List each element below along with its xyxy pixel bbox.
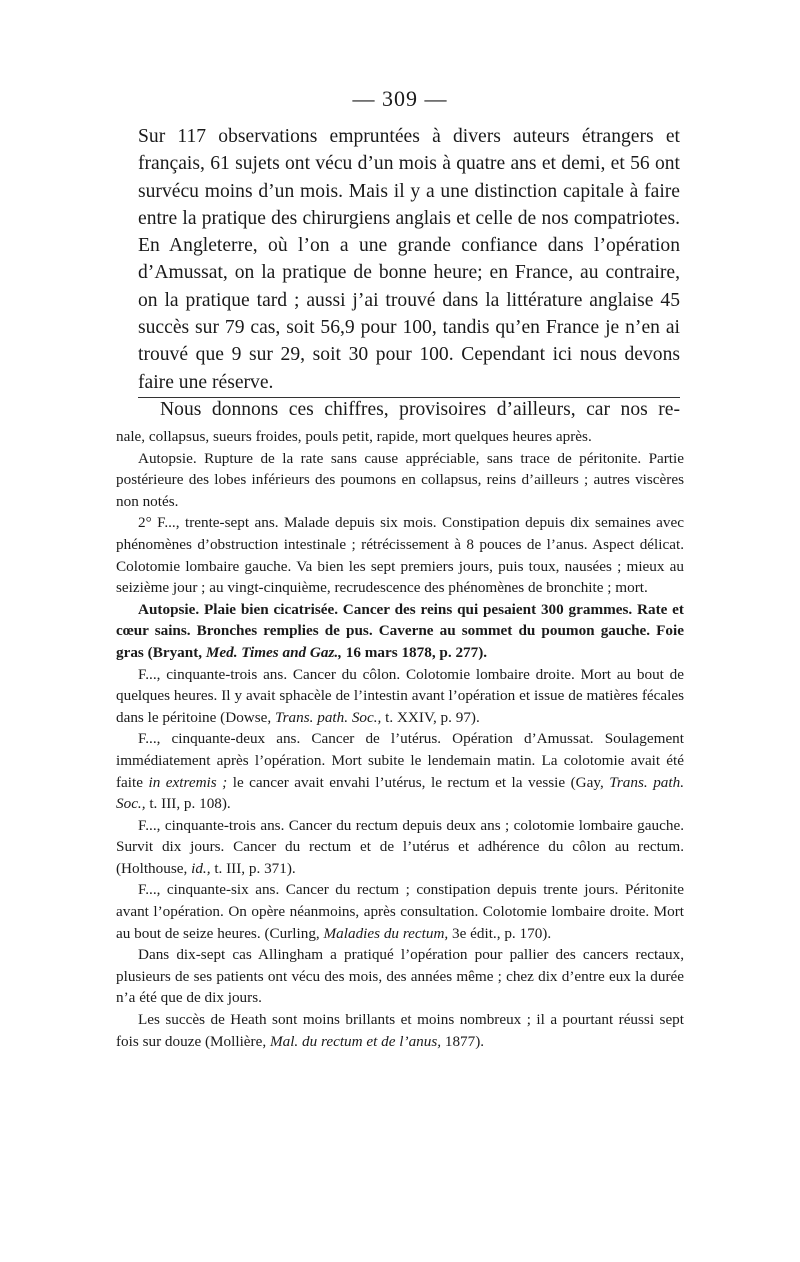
footnote-10-text-b: 1877). <box>441 1032 485 1050</box>
footnote-8-text-b: 3e édit., p. 170). <box>448 924 552 942</box>
footnote-5-text-a: F..., cinquante-trois ans. Cancer du côlon. Colotomie lombaire droite. Mort au bout de quelques heures. Il y avait sphacèle de l’intestin avant l’opération et issue de matières fécales dans le péritoine (Dowse, <box>116 665 684 726</box>
footnote-10-text-a: Les succès de Heath sont moins brillants et moins nombreux ; il a pourtant réussi sept fois sur douze (Mollière, <box>116 1011 684 1050</box>
footnote-paragraph-9: Dans dix-sept cas Allingham a pratiqué l’opération pour pallier des cancers rectaux, plusieurs de ses patients ont vécu des mois, des années même ; chez dix d’entre eux la durée n’a été que de dix jours. <box>116 946 684 1007</box>
main-paragraph-1: Sur 117 observations empruntées à divers auteurs étrangers et français, 61 sujets ont vécu d’un mois à quatre ans et demi, et 56 ont survécu moins d’un mois. Mais il y a une distinction capitale à faire entre la pratique des chirurgiens anglais et celle de nos compatriotes. En Angleterre, où l’on a une grande confiance dans l’opération d’Amussat, on la pratique de bonne heure; en France, au contraire, on la pratique tard ; aussi j’ai trouvé dans la littérature anglaise 45 succès sur 79 cas, soit 56,9 pour 100, tandis qu’en France je n’en ai trouvé que 9 sur 29, soit 30 pour 100. Cependant ici nous devons faire une réserve. <box>138 126 680 393</box>
footnote-6-text-a: F..., cinquante-deux ans. Cancer de l’utérus. Opération d’Amussat. Soulagement immédiatement après l’opération. Mort subite le lendemain matin. La colotomie avait été faite <box>116 730 684 791</box>
footnote-paragraph-10 <box>116 1009 684 1052</box>
footnote-4-text-b: 16 mars 1878, p. 277). <box>341 643 488 661</box>
footnote-7-text-b: t. III, p. 371). <box>210 859 296 877</box>
main-text <box>138 123 680 423</box>
footnote-8-citation: Maladies du rectum, <box>323 924 449 942</box>
footnote-6-citation: Trans. path. Soc., <box>116 773 684 813</box>
footnote-paragraph-1: nale, collapsus, sueurs froides, pouls petit, rapide, mort quelques heures après. <box>116 428 592 445</box>
footnotes <box>116 426 684 1052</box>
footnote-paragraph-5 <box>116 664 684 729</box>
footnote-4-citation: Med. Times and Gaz., <box>205 643 342 661</box>
footnote-paragraph-4 <box>116 599 684 664</box>
footnote-paragraph-7 <box>116 815 684 880</box>
footnote-6-text-b: le cancer avait envahi l’utérus, le rectum et la vessie (Gay, <box>227 773 610 791</box>
footnote-6-text-c: t. III, p. 108). <box>145 795 231 813</box>
footnote-5-text-b: t. XXIV, p. 97). <box>381 708 480 726</box>
main-paragraph-2: Nous donnons ces chiffres, provisoires d’ailleurs, car nos re- <box>160 398 680 420</box>
footnote-paragraph-6 <box>116 728 684 814</box>
footnote-10-citation: Mal. du rectum et de l’anus, <box>269 1032 442 1050</box>
footnote-6-emphasis: in extremis ; <box>148 773 228 791</box>
page-number: — 309 — <box>352 86 448 111</box>
footnote-paragraph-3: 2° F..., trente-sept ans. Malade depuis six mois. Constipation depuis dix semaines avec phénomènes d’obstruction intestinale ; rétrécissement à 8 pouces de l’anus. Aspect délicat. Colotomie lombaire gauche. Va bien les sept premiers jours, puis toux, nausées ; mieux au seizième jour ; au vingt-cinquième, recrudescence des phénomènes de bronchite ; mort. <box>116 514 684 597</box>
footnote-paragraph-2: Autopsie. Rupture de la rate sans cause appréciable, sans trace de péritonite. Partie postérieure des lobes inférieurs des poumons en collapsus, reins d’ailleurs ; autres viscères non notés. <box>116 449 684 510</box>
footnote-8-text-a: F..., cinquante-six ans. Cancer du rectum ; constipation depuis trente jours. Péritonite avant l’opération. On opère néanmoins, après consultation. Colotomie lombaire droite. Mort au bout de seize heures. (Curling, <box>116 881 684 942</box>
footnote-separator <box>138 397 680 398</box>
footnote-7-citation: id., <box>191 859 211 877</box>
footnote-4-text-a: Autopsie. Plaie bien cicatrisée. Cancer des reins qui pesaient 300 grammes. Rate et cœur sains. Bronches remplies de pus. Caverne au sommet du poumon gauche. Foie gras (Bryant, <box>116 600 684 661</box>
footnote-paragraph-8 <box>116 879 684 944</box>
footnote-5-citation: Trans. path. Soc., <box>275 708 382 726</box>
footnote-7-text-a: F..., cinquante-trois ans. Cancer du rectum depuis deux ans ; colotomie lombaire gauche. Survit dix jours. Cancer du rectum et de l’utérus et adhérence du côlon au rectum. (Holthouse, <box>116 816 684 877</box>
